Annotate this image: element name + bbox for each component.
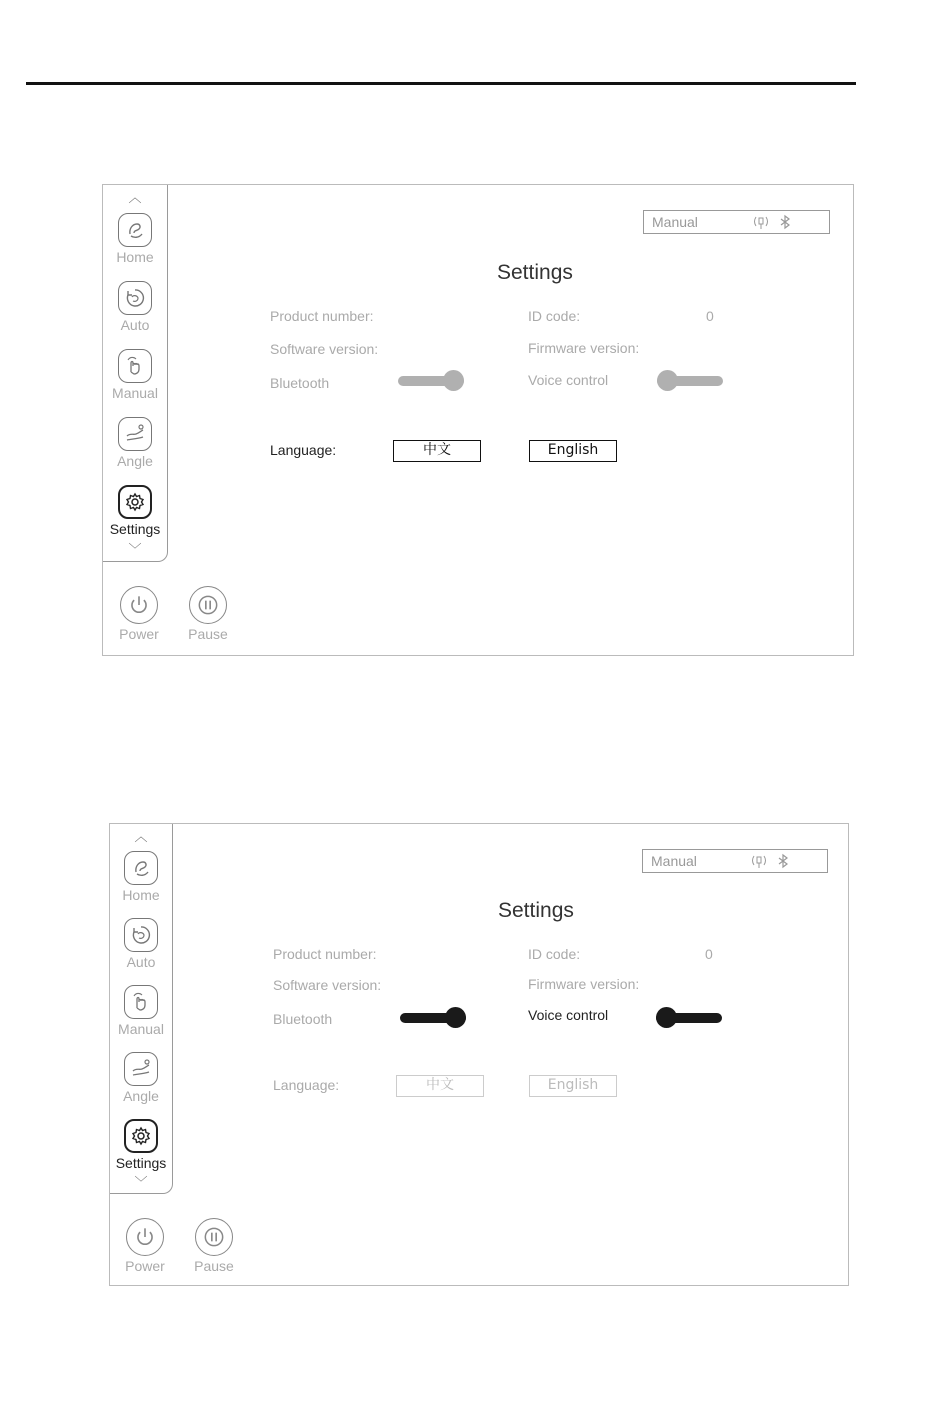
- firmware-version-label: Firmware version:: [528, 976, 640, 992]
- angle-recline-icon: [124, 1052, 158, 1086]
- page-title: Settings: [498, 899, 574, 922]
- mode-indicator: Manual: [652, 214, 698, 230]
- bluetooth-icon: [775, 853, 791, 869]
- sidebar-item-label: Auto: [126, 954, 156, 970]
- pause-label: Pause: [194, 1258, 234, 1274]
- chevron-up-icon[interactable]: ︿: [134, 829, 148, 844]
- sidebar-nav: [103, 185, 168, 562]
- bluetooth-label: Bluetooth: [273, 1011, 333, 1027]
- sidebar-item-label: Settings: [115, 1155, 167, 1171]
- auto-cycle-icon: [118, 281, 152, 315]
- software-version-label: Software version:: [273, 977, 382, 993]
- sidebar-item-home[interactable]: [103, 213, 167, 265]
- signal-icon: [751, 853, 767, 869]
- sidebar-item-angle[interactable]: [103, 417, 167, 469]
- bluetooth-label: Bluetooth: [270, 375, 330, 391]
- signal-icon: [753, 214, 769, 230]
- settings-screen-1: [102, 184, 854, 656]
- pause-icon: [195, 1218, 233, 1256]
- sidebar-item-label: Home: [116, 249, 154, 265]
- id-code-value: 0: [706, 308, 714, 324]
- page-top-rule: [26, 82, 856, 85]
- manual-hand-icon: [124, 985, 158, 1019]
- language-english-button[interactable]: English: [529, 1075, 617, 1097]
- pause-button[interactable]: [186, 1218, 242, 1274]
- toggle-knob: [443, 370, 464, 391]
- auto-cycle-icon: [124, 918, 158, 952]
- power-icon: [120, 586, 158, 624]
- language-chinese-button[interactable]: 中文: [393, 440, 481, 462]
- angle-recline-icon: [118, 417, 152, 451]
- product-number-label: Product number:: [270, 308, 374, 324]
- sidebar-item-label: Auto: [120, 317, 150, 333]
- sidebar-item-label: Manual: [118, 1021, 164, 1037]
- pause-button[interactable]: [180, 586, 236, 642]
- manual-hand-icon: [118, 349, 152, 383]
- sidebar-item-label: Angle: [123, 1088, 159, 1104]
- chevron-down-icon[interactable]: ﹀: [134, 1175, 148, 1190]
- voice-control-label: Voice control: [528, 1007, 609, 1023]
- power-icon: [126, 1218, 164, 1256]
- sidebar-item-label: Settings: [109, 521, 161, 537]
- product-number-label: Product number:: [273, 946, 377, 962]
- gear-icon: [118, 485, 152, 519]
- sidebar-item-auto[interactable]: [110, 918, 172, 970]
- page-title: Settings: [497, 261, 573, 284]
- sidebar-item-auto[interactable]: [103, 281, 167, 333]
- id-code-label: ID code:: [528, 946, 581, 962]
- bluetooth-icon: [777, 214, 793, 230]
- bluetooth-toggle[interactable]: [400, 1011, 466, 1025]
- home-massage-icon: [118, 213, 152, 247]
- settings-screen-2: [109, 823, 849, 1286]
- id-code-label: ID code:: [528, 308, 581, 324]
- software-version-label: Software version:: [270, 341, 379, 357]
- sidebar-item-home[interactable]: [110, 851, 172, 903]
- language-label: Language:: [273, 1077, 340, 1093]
- status-bar: [643, 210, 830, 234]
- sidebar-item-settings[interactable]: [103, 485, 167, 537]
- sidebar-item-settings[interactable]: [110, 1119, 172, 1171]
- firmware-version-label: Firmware version:: [528, 340, 640, 356]
- toggle-knob: [656, 1007, 677, 1028]
- voice-control-label: Voice control: [528, 372, 609, 388]
- power-label: Power: [125, 1258, 165, 1274]
- status-bar: [642, 849, 828, 873]
- sidebar-nav: [110, 824, 173, 1194]
- language-english-button[interactable]: English: [529, 440, 617, 462]
- mode-indicator: Manual: [651, 853, 697, 869]
- sidebar-item-angle[interactable]: [110, 1052, 172, 1104]
- sidebar-item-manual[interactable]: [103, 349, 167, 401]
- power-button[interactable]: [111, 586, 167, 642]
- home-massage-icon: [124, 851, 158, 885]
- sidebar-item-label: Manual: [112, 385, 158, 401]
- id-code-value: 0: [705, 946, 713, 962]
- power-label: Power: [119, 626, 159, 642]
- gear-icon: [124, 1119, 158, 1153]
- pause-label: Pause: [188, 626, 228, 642]
- voice-control-toggle[interactable]: [657, 374, 723, 388]
- toggle-knob: [657, 370, 678, 391]
- voice-control-toggle[interactable]: [656, 1011, 722, 1025]
- sidebar-item-label: Home: [122, 887, 160, 903]
- chevron-up-icon[interactable]: ︿: [128, 190, 142, 205]
- sidebar-item-manual[interactable]: [110, 985, 172, 1037]
- bluetooth-toggle[interactable]: [398, 374, 464, 388]
- language-chinese-button[interactable]: 中文: [396, 1075, 484, 1097]
- pause-icon: [189, 586, 227, 624]
- toggle-knob: [445, 1007, 466, 1028]
- chevron-down-icon[interactable]: ﹀: [128, 542, 142, 557]
- power-button[interactable]: [117, 1218, 173, 1274]
- language-label: Language:: [270, 442, 337, 458]
- sidebar-item-label: Angle: [117, 453, 153, 469]
